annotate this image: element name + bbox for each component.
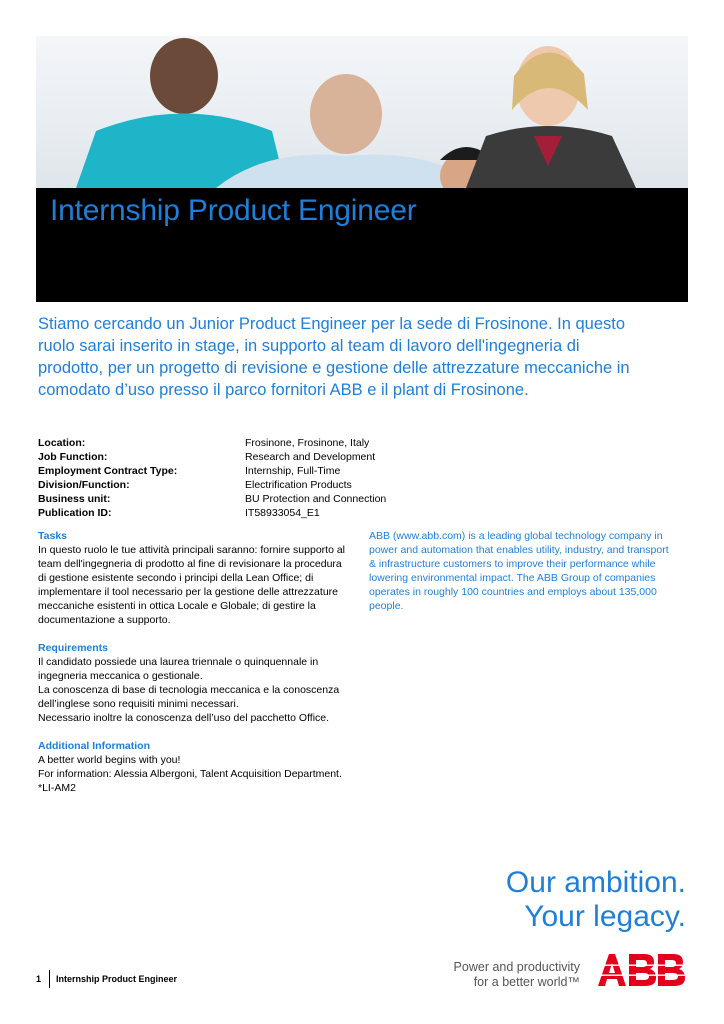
fact-value: Research and Development	[245, 451, 376, 463]
slogan-line-1: Power and productivity	[453, 960, 580, 974]
fact-row-publication-id	[38, 506, 638, 520]
fact-label: Publication ID:	[38, 507, 112, 519]
tagline	[506, 866, 686, 934]
team-photo-illustration	[36, 36, 688, 188]
tasks-heading: Tasks	[38, 530, 67, 542]
additional-info-heading: Additional Information	[38, 740, 150, 752]
fact-label: Location:	[38, 437, 86, 449]
fact-value: Electrification Products	[245, 479, 352, 491]
intro-paragraph: Stiamo cercando un Junior Product Engineer per la sede di Frosinone. In questo ruolo sarai inserito in stage, in supporto al team di lavoro dell'ingegneria di prodotto, per un progetto di revisione e gestione delle attrezzature meccaniche in comodato d’uso presso il parco fornitori ABB e il plant di Frosinone.	[38, 315, 630, 399]
fact-row-contract-type	[38, 464, 638, 478]
footer-divider	[49, 970, 50, 988]
tagline-line-1: Our ambition.	[505, 866, 686, 899]
requirements-heading: Requirements	[38, 642, 109, 654]
fact-value: Internship, Full-Time	[245, 465, 341, 477]
tagline-line-2: Your legacy.	[524, 900, 686, 933]
fact-value: Frosinone, Frosinone, Italy	[245, 437, 370, 449]
title-band	[36, 188, 688, 302]
fact-row-business-unit	[38, 492, 638, 506]
job-details-column	[38, 529, 348, 809]
header-photo	[36, 36, 688, 188]
company-blurb: ABB (www.abb.com) is a leading global technology company in power and automation that enables utility, industry, and transport & infrastructure customers to improve their performance while lowering environmental impact. The ABB Group of companies operates in roughly 100 countries and employs about 135,000 people.	[369, 530, 669, 612]
power-slogan	[430, 960, 580, 990]
additional-info-body: A better world begins with you! For information: Alessia Albergoni, Talent Acquisition Department. *LI-AM2	[38, 754, 342, 794]
fact-row-job-function	[38, 450, 638, 464]
fact-row-division	[38, 478, 638, 492]
abb-logo	[596, 952, 688, 988]
page-title: Internship Product Engineer	[50, 194, 417, 227]
fact-label: Business unit:	[38, 493, 111, 505]
page-number: 1	[36, 974, 42, 984]
requirements-body: Il candidato possiede una laurea triennale o quinquennale in ingegneria meccanica o gestionale. La conoscenza di base di tecnologia meccanica e la conoscenza dell’inglese sono requisiti minimi necessari. Necessario inoltre la conoscenza dell’uso del pacchetto Office.	[38, 656, 340, 724]
footer-doc-title: Internship Product Engineer	[56, 974, 178, 984]
slogan-line-2: for a better world™	[473, 975, 580, 989]
fact-row-location	[38, 436, 638, 450]
tasks-body: In questo ruolo le tue attività principali saranno: fornire supporto al team dell'ingegneria di prodotto al fine di revisionare la procedura di gestione esistente secondo i principi della Lean Office; di implementare il tool necessario per la gestione delle attrezzature meccaniche esistenti in ottica Locale e Globale; di gestire la documentazione a supporto.	[38, 544, 346, 626]
fact-label: Job Function:	[38, 451, 108, 463]
fact-value: IT58933054_E1	[245, 507, 320, 519]
fact-value: BU Protection and Connection	[245, 493, 387, 505]
job-facts	[38, 436, 638, 520]
page-footer	[36, 970, 177, 988]
fact-label: Employment Contract Type:	[38, 465, 178, 477]
fact-label: Division/Function:	[38, 479, 130, 491]
